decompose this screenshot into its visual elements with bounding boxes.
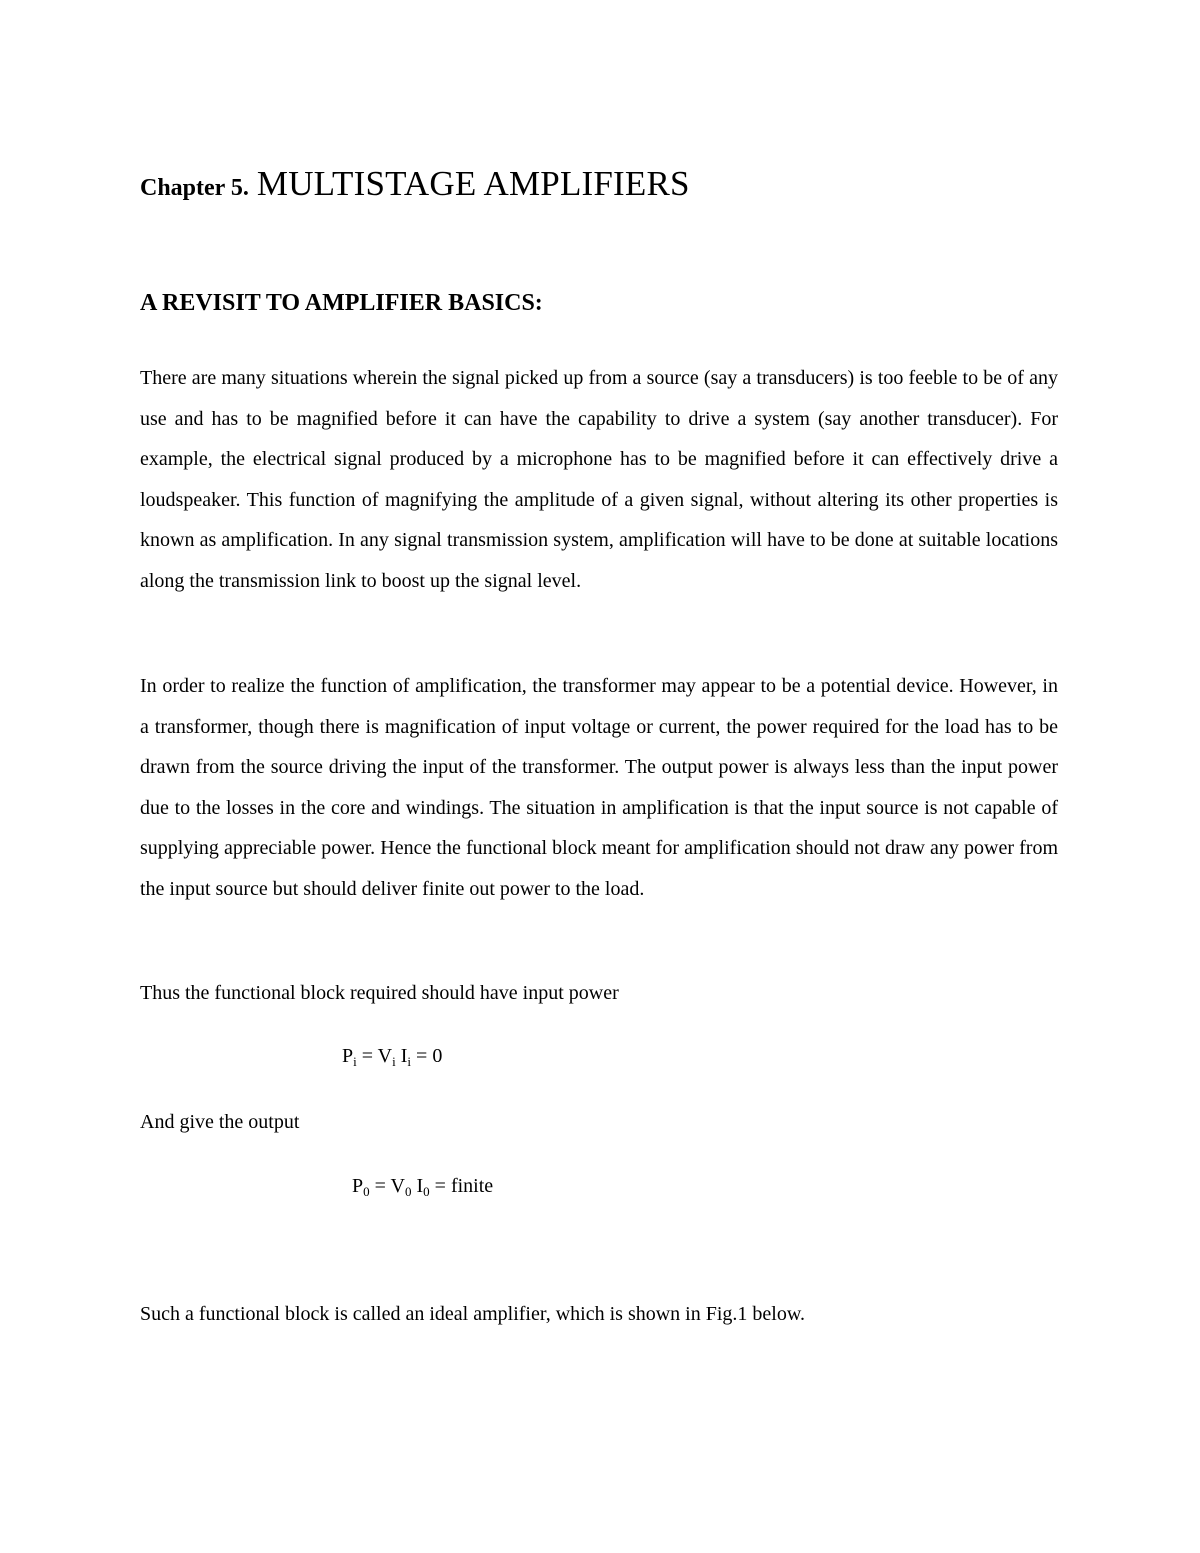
chapter-label: Chapter 5. [140, 175, 249, 201]
equation-subscript: i [392, 1054, 396, 1069]
equation-subscript: i [407, 1054, 412, 1069]
equation-symbol: V [390, 1175, 405, 1197]
equation-symbol: I [395, 1045, 408, 1067]
input-power-statement: Thus the functional block required should have input power [140, 982, 619, 1004]
input-power-equation [342, 1036, 442, 1076]
output-power-equation [352, 1166, 493, 1206]
equation-subscript: 0 [363, 1184, 370, 1199]
equation-symbol: P [352, 1175, 364, 1197]
output-statement: And give the output [140, 1111, 300, 1133]
equation-result: = finite [429, 1175, 494, 1197]
section-heading: A REVISIT TO AMPLIFIER BASICS: [140, 290, 543, 316]
equation-symbol: I [411, 1175, 424, 1197]
equation-symbol: P [342, 1045, 354, 1067]
equation-symbol: V [377, 1045, 393, 1067]
equation-operator: = [356, 1045, 378, 1067]
equation-subscript: i [353, 1054, 357, 1069]
chapter-title: MULTISTAGE AMPLIFIERS [256, 164, 690, 203]
paragraph-amplification-intro: There are many situations wherein the signal picked up from a source (say a transducers) is too feeble to be of any use and has to be magnified before it can have the capability to drive a system (say another transducer). For example, the electrical signal produced by a microphone has to be magnified before it can effectively drive a loudspeaker. This function of magnifying the amplitude of a given signal, without altering its other properties is known as amplification. In any signal transmission system, amplification will have to be done at suitable locations along the transmission link to boost up the signal level. [140, 367, 1058, 592]
equation-subscript: 0 [423, 1184, 430, 1199]
paragraph-transformer: In order to realize the function of amplification, the transformer may appear to be a potential device. However, in a transformer, though there is magnification of input voltage or current, the power required for the load has to be drawn from the source driving the input of the transformer. The output power is always less than the input power due to the losses in the core and windings. The situation in amplification is that the input source is not capable of supplying appreciable power. Hence the functional block meant for amplification should not draw any power from the input source but should deliver finite out power to the load. [140, 675, 1058, 900]
ideal-amplifier-statement: Such a functional block is called an ideal amplifier, which is shown in Fig.1 below. [140, 1303, 805, 1325]
equation-subscript: 0 [405, 1184, 412, 1199]
equation-operator: = [369, 1175, 391, 1197]
equation-result: = 0 [411, 1045, 443, 1067]
chapter-heading [140, 164, 1060, 204]
